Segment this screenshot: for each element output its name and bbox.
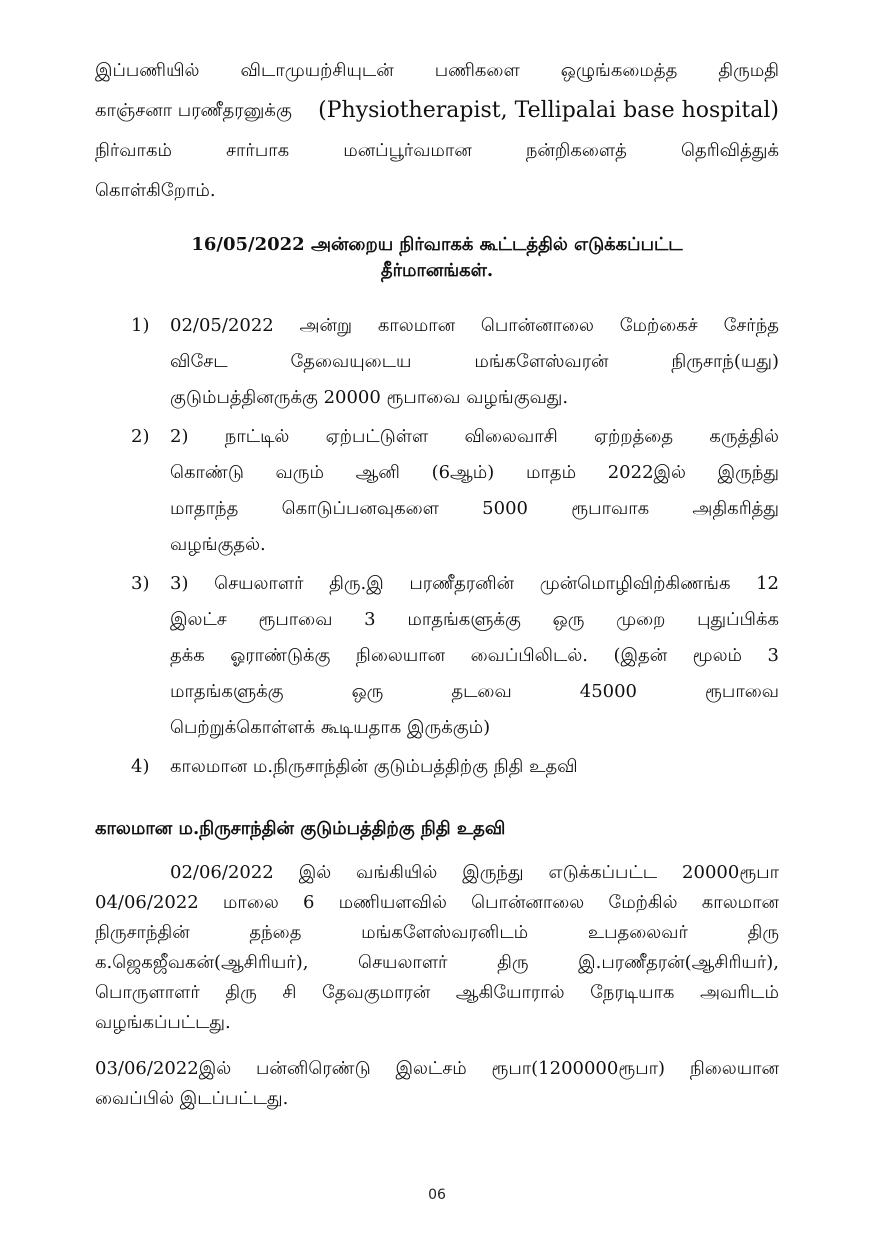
intro-line: நிர்வாகம் சார்பாக மனப்பூர்வமான நன்றிகளைத் தெரிவித்துக் [95, 140, 779, 161]
aid-section-heading: காலமான ம.நிருசாந்தின் குடும்பத்திற்கு நிதி உதவி [95, 818, 506, 839]
intro-line: இப்பணியில் விடாமுயற்சியுடன் பணிகளை ஒழுங்கமைத்த திருமதி [95, 60, 779, 81]
list-item-line: மாதாந்த கொடுப்பனவுகளை 5000 ரூபாவாக அதிகரித்து [170, 498, 779, 519]
list-item [95, 749, 779, 785]
intro-line [95, 96, 779, 136]
list-item-line: 2) நாட்டில் ஏற்பட்டுள்ள விலைவாசி ஏற்றத்தை கருத்தில் [170, 426, 779, 447]
resolutions-heading-line2: தீர்மானங்கள். [380, 260, 494, 281]
aid-paragraph-line: வழங்கப்பட்டது. [95, 1012, 231, 1033]
intro-line-tamil: காஞ்சனா பரணீதரனுக்கு [95, 100, 292, 121]
list-item-line: 02/05/2022 அன்று காலமான பொன்னாலை மேற்கைச் சேர்ந்த [170, 315, 779, 336]
deposit-paragraph-line: 03/06/2022இல் பன்னிரெண்டு இலட்சம் ரூபா(1200000ரூபா) நிலையான [95, 1058, 779, 1079]
list-item-number: 1) [131, 315, 150, 336]
list-item-line: குடும்பத்தினருக்கு 20000 ரூபாவை வழங்குவது. [170, 387, 569, 408]
intro-line-english: (Physiotherapist, Tellipalai base hospital) [318, 98, 779, 123]
deposit-paragraph-line: வைப்பில் இடப்பட்டது. [95, 1088, 289, 1109]
resolutions-heading-line1: 16/05/2022 அன்றைய நிர்வாகக் கூட்டத்தில் எடுக்கப்பட்ட [191, 234, 683, 255]
list-item-line: 3) செயலாளர் திரு.இ பரணீதரனின் முன்மொழிவிற்கிணங்க 12 [170, 573, 779, 594]
list-item [95, 566, 779, 746]
list-item-number: 2) [131, 426, 150, 447]
resolutions-heading [95, 232, 779, 284]
deposit-paragraph [95, 1054, 779, 1114]
list-item [95, 308, 779, 416]
list-item-line: மாதங்களுக்கு ஒரு தடவை 45000 ரூபாவை [170, 681, 779, 702]
list-item-line: இலட்ச ரூபாவை 3 மாதங்களுக்கு ஒரு முறை புதுப்பிக்க [170, 609, 779, 630]
aid-paragraph-line: நிருசாந்தின் தந்தை மங்களேஸ்வரனிடம் உபதலைவர் திரு [95, 922, 779, 943]
list-item-line: பெற்றுக்கொள்ளக் கூடியதாக இருக்கும்) [170, 717, 491, 738]
page-number: 06 [428, 1187, 446, 1203]
resolutions-list [95, 308, 779, 788]
list-item [95, 419, 779, 563]
list-item-number: 4) [131, 756, 150, 777]
aid-paragraph-line: பொருளாளர் திரு சி தேவகுமாரன் ஆகியோரால் நேரடியாக அவரிடம் [95, 982, 779, 1003]
list-item-line: கொண்டு வரும் ஆனி (6ஆம்) மாதம் 2022இல் இருந்து [170, 462, 779, 483]
list-item-line: காலமான ம.நிருசாந்தின் குடும்பத்திற்கு நிதி உதவி [170, 756, 578, 777]
aid-section-paragraph [95, 858, 779, 1038]
list-item-line: தக்க ஓராண்டுக்கு நிலையான வைப்பிலிடல். (இதன் மூலம் 3 [170, 645, 779, 666]
intro-line: கொள்கிறோம். [95, 180, 216, 201]
aid-paragraph-line: 02/06/2022 இல் வங்கியில் இருந்து எடுக்கப்பட்ட 20000ரூபா [170, 862, 779, 883]
aid-paragraph-line: க.ஜெகஜீவகன்(ஆசிரியர்), செயலாளர் திரு இ.பரணீதரன்(ஆசிரியர்), [95, 952, 779, 973]
list-item-number: 3) [131, 573, 150, 594]
list-item-line: விசேட தேவையுடைய மங்களேஸ்வரன் நிருசாந்(யது) [170, 351, 779, 372]
aid-paragraph-line: 04/06/2022 மாலை 6 மணியளவில் பொன்னாலை மேற்கில் காலமான [95, 892, 779, 913]
list-item-line: வழங்குதல். [170, 534, 266, 555]
intro-paragraph [95, 56, 779, 216]
